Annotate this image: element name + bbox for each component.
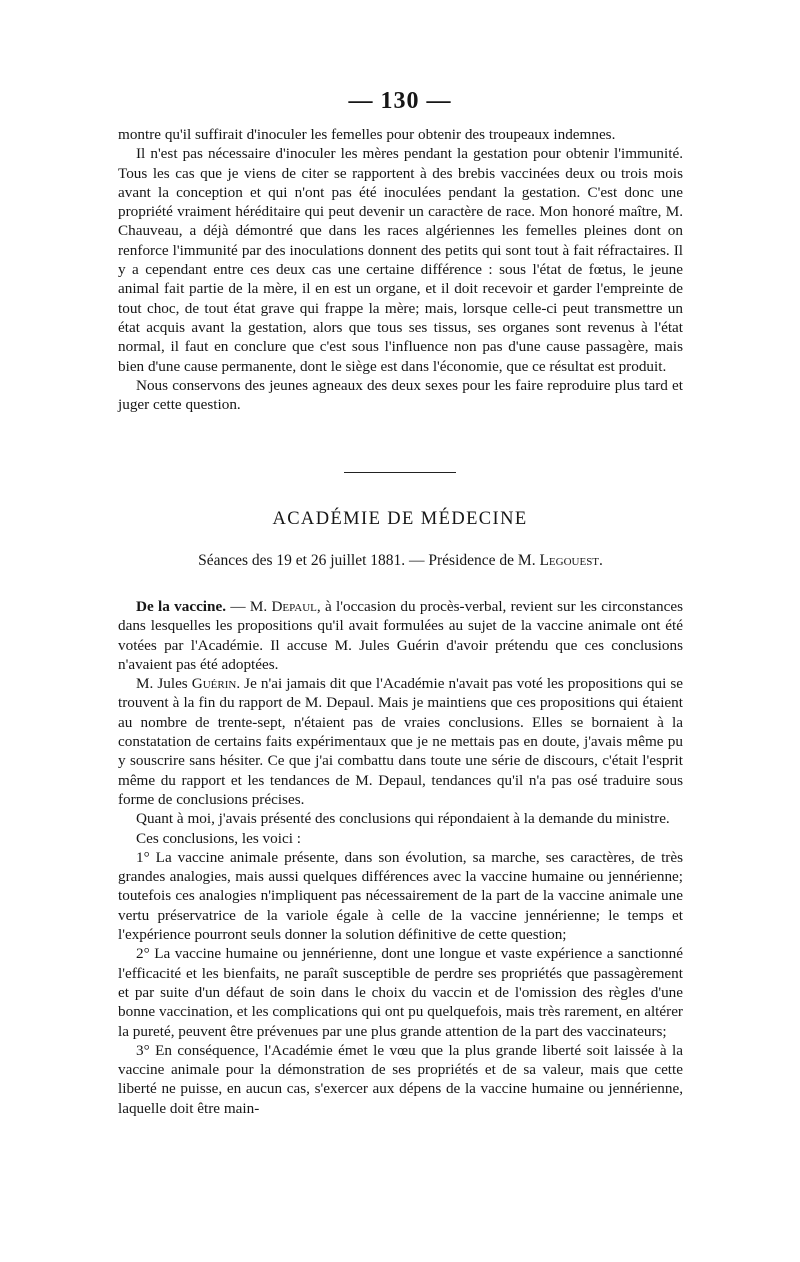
session-text: Séances des 19 et 26 juillet 1881. — Présidence de M. [198,552,540,569]
paragraph-conclusions-intro: Ces conclusions, les voici : [136,829,301,847]
paragraph-minister: Quant à moi, j'avais présenté des conclusions qui répondaient à la demande du ministre. [136,810,670,828]
speaker-name-guerin: Guérin [191,675,237,693]
paragraph-depaul-dash: — M. [226,598,272,615]
paragraph-heredity: Il n'est pas nécessaire d'inoculer les mères pendant la gestation pour obtenir l'immunité. Tous les cas que je viens de citer se rapportent à des brebis vaccinées deux ou trois mois avant la conception et qui n'ont pas été inoculées pendant la gestation. C'est donc une propriété vraiment héréditaire qui peut devenir un caractère de race. Mon honoré maître, M. Chauveau, a déjà démontré que dans les races algériennes les femelles pleines dont on renforce l'immunité par des inoculations donnent des petits qui sont tout à fait réfractaires. Il y a cependant entre ces deux cas une certaine différence : sous l'état de fœtus, le jeune animal fait partie de la mère, il en est un organe, et il doit recevoir et garder l'empreinte de tout choc, de tout état grave qui frappe la mère; mais, lorsque celle-ci peut transmettre un état acquis avant la gestation, alors que tous ses tissus, ses organes sont revenus à l'état normal, il faut en conclure que c'est sous l'influence non pas d'une cause passagère, mais bien d'une cause permanente, dont le siège est dans l'économie, que ce résultat est produit. [118,145,683,375]
conclusion-1: 1° La vaccine animale présente, dans son évolution, sa marche, ses caractères, de très grandes analogies, mais aussi quelques différences avec la vaccine humaine ou jennérienne; toutefois ces analogies n'impliquent pas nécessairement de la part de la vaccine animale une vertu préservatrice de la variole égale à celle de la vaccine jennérienne; le temps et l'expérience pourront seuls donner la solution définitive de cette question; [118,848,683,944]
paragraph-guerin-lead: M. Jules [136,675,192,693]
paragraph-guerin [118,674,683,809]
body-text-top [118,125,683,414]
section-divider [344,472,456,473]
paragraph-continued: montre qu'il suffirait d'inoculer les femelles pour obtenir des troupeaux indemnes. [118,126,616,143]
paragraph-lambs: Nous conservons des jeunes agneaux des deux sexes pour les faire reproduire plus tard et juger cette question. [118,376,683,414]
page-number: — 130 — [348,88,452,114]
paragraph-guerin-text: . Je n'ai jamais dit que l'Académie n'avait pas voté les propositions qui se trouvent à la fin du rapport de M. Depaul. Mais je maintiens que ces propositions qui étaient au nombre de trente-sept, n'étaient pas de vraies conclusions. Elles se bornaient à la constatation de certains faits expérimentaux que je ne mettais pas en doute, j'avais même pu y souscrire sans hésiter. Ce que j'ai combattu dans toute une série de discours, c'était l'esprit même du rapport et les tendances de M. Depaul, tendances qu'il n'a pas osé traduire sous forme de conclusions précises. [118,675,683,808]
session-president: Legouest [539,552,600,569]
section-heading: ACADÉMIE DE MÉDECINE [272,509,528,529]
paragraph-depaul-text: , à l'occasion du procès-verbal, revient sur les circonstances dans lesquelles les propositions qu'il avait formulées au sujet de la vaccine animale ont été votées par l'Académie. Il accuse M. Jules Guérin d'avoir prétendu que ces conclusions n'avaient pas été adoptées. [118,598,683,673]
speaker-name-depaul: Depaul [271,598,317,615]
body-text-bottom [118,597,683,1118]
session-end: . [599,552,603,569]
paragraph-depaul [118,597,683,674]
conclusion-3: 3° En conséquence, l'Académie émet le vœu que la plus grande liberté soit laissée à la vaccine animale pour la démonstration de ses propriétés et de sa valeur, mais que cette liberté ne puisse, en aucun cas, s'exercer aux dépens de la vaccine humaine ou jennérienne, laquelle doit être main- [118,1041,683,1117]
conclusion-2: 2° La vaccine humaine ou jennérienne, dont une longue et vaste expérience a sanctionné l'efficacité et les bienfaits, ne paraît susceptible de perdre ses propriétés que passagèrement et par suite d'un défaut de soin dans le choix du vaccin et de l'omission des règles d'une bonne vaccination, et les complications qui ont pu quelquefois, mais très rarement, en altérer la pureté, peuvent être prévenues par une plus grande attention de la part des vaccinateurs; [118,945,683,1040]
run-in-title: De la vaccine. [136,598,227,615]
session-line [118,552,683,570]
